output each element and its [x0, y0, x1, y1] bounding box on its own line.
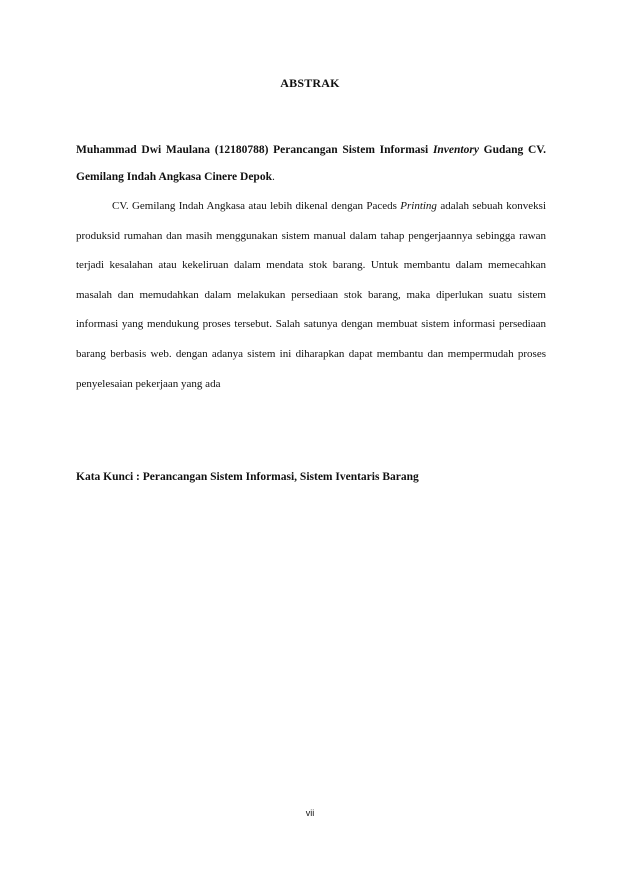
citation-period: .: [271, 171, 275, 183]
author-citation: [76, 137, 546, 191]
thesis-title-part1: Perancangan Sistem Informasi: [273, 144, 429, 156]
abstract-text-italic: Printing: [400, 200, 437, 212]
page-number: vii: [305, 808, 315, 818]
abstract-text-part1: CV. Gemilang Indah Angkasa atau lebih dikenal dengan Paceds: [112, 200, 397, 212]
abstract-text-part2: adalah sebuah konveksi produksid rumahan dan masih menggunakan sistem manual dalam tahap pengerjaannya sebingga rawan terjadi kesalahan atau kekeliruan dalam mendata stok barang. Untuk membantu dalam memecahkan masalah dan memudahkan dalam melakukan persediaan stok barang, maka diperlukan suatu sistem informasi yang mendukung proses tersebut. Salah satunya dengan membuat sistem informasi persediaan barang berbasis web. dengan adanya sistem ini diharapkan dapat membantu dan mempermudah proses penyelesaian pekerjaan yang ada: [76, 200, 547, 390]
keywords: Kata Kunci : Perancangan Sistem Informasi, Sistem Iventaris Barang: [76, 471, 419, 483]
thesis-title-italic: Inventory: [432, 144, 479, 156]
thesis-title-part2: Gudang CV. Gemilang Indah Angkasa Cinere Depok: [76, 144, 547, 183]
abstract-title: ABSTRAK: [280, 76, 340, 90]
abstract-body: [76, 192, 546, 399]
author-name: Muhammad Dwi Maulana (12180788): [76, 144, 269, 156]
